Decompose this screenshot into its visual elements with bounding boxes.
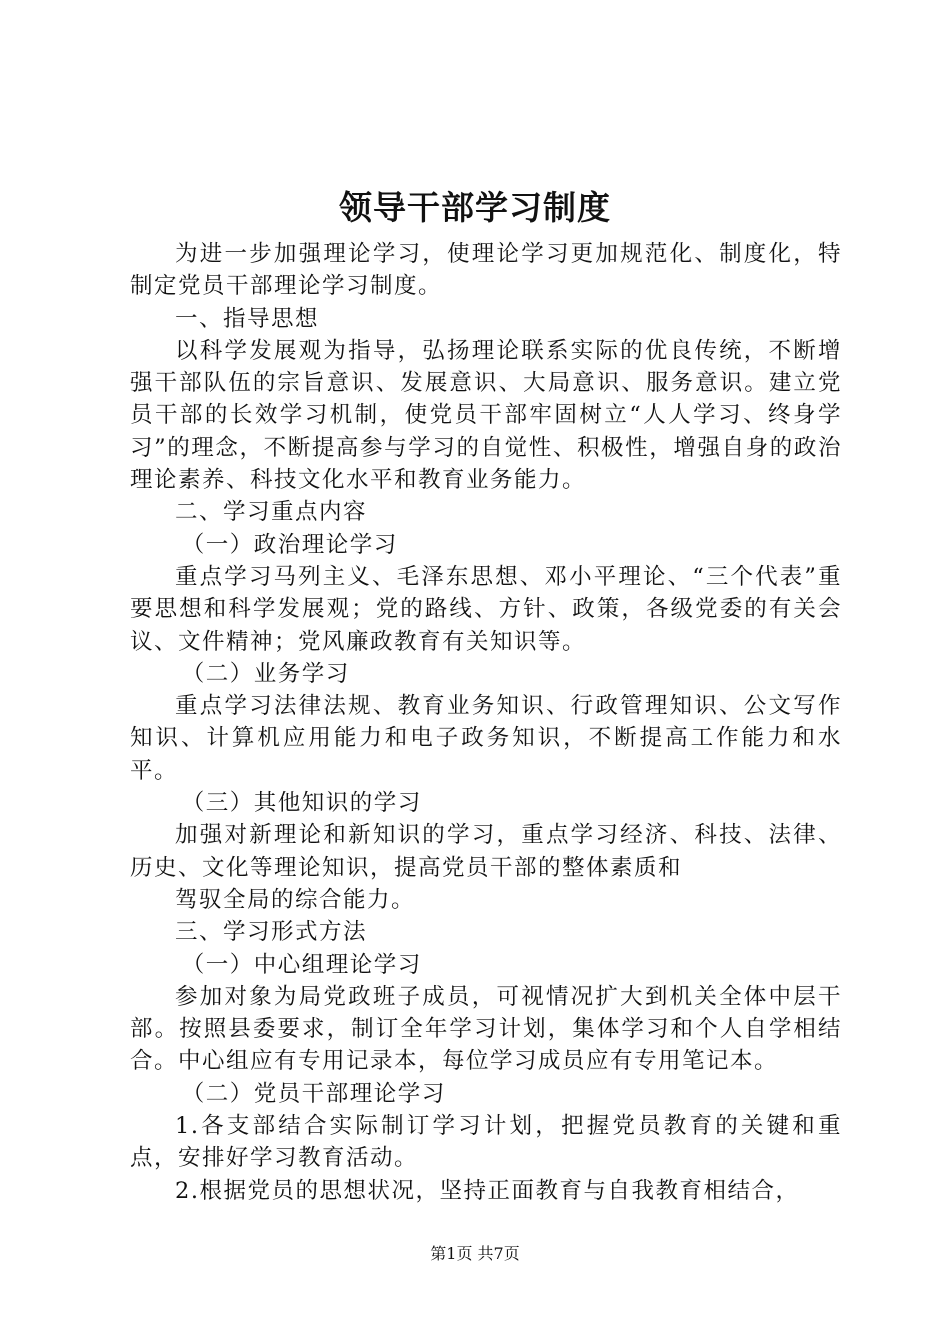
- political-theory-paragraph: 重点学习马列主义、毛泽东思想、邓小平理论、“三个代表”重要思想和科学发展观；党的路线、方针、政策，各级党委的有关会议、文件精神；党风廉政教育有关知识等。: [130, 563, 842, 655]
- other-knowledge-paragraph: 加强对新理论和新知识的学习，重点学习经济、科技、法律、历史、文化等理论知识，提高党员干部的整体素质和: [130, 822, 842, 881]
- guiding-ideology-paragraph: 以科学发展观为指导，弘扬理论联系实际的优良传统，不断增强干部队伍的宗旨意识、发展意识、大局意识、服务意识。建立党员干部的长效学习机制，使党员干部牢固树立“人人学习、终身学习”的理念，不断提高参与学习的自觉性、积极性，增强自身的政治理论素养、科技文化水平和教育业务能力。: [130, 337, 842, 494]
- subsection-heading-party-cadre: （二）党员干部理论学习: [181, 1080, 446, 1107]
- other-knowledge-continuation: 驾驭全局的综合能力。: [175, 886, 416, 913]
- subsection-heading-political: （一）政治理论学习: [181, 531, 398, 558]
- subsection-heading-other: （三）其他知识的学习: [181, 790, 422, 817]
- document-title: 领导干部学习制度: [339, 188, 611, 227]
- business-study-paragraph: 重点学习法律法规、教育业务知识、行政管理知识、公文写作知识、计算机应用能力和电子政务知识，不断提高工作能力和水平。: [130, 693, 842, 784]
- document-body: [130, 238, 842, 1207]
- intro-paragraph: 为进一步加强理论学习，使理论学习更加规范化、制度化，特制定党员干部理论学习制度。: [130, 241, 842, 300]
- list-item-1: 1.各支部结合实际制订学习计划，把握党员教育的关键和重点，安排好学习教育活动。: [130, 1113, 842, 1172]
- page-number: 第1页 共7页: [430, 1244, 520, 1263]
- section-heading-2: 二、学习重点内容: [175, 499, 368, 526]
- subsection-heading-business: （二）业务学习: [181, 660, 350, 687]
- central-group-paragraph: 参加对象为局党政班子成员，可视情况扩大到机关全体中层干部。按照县委要求，制订全年学习计划，集体学习和个人自学相结合。中心组应有专用记录本，每位学习成员应有专用笔记本。: [130, 983, 842, 1075]
- subsection-heading-central-group: （一）中心组理论学习: [181, 951, 422, 978]
- section-heading-3: 三、学习形式方法: [175, 919, 368, 946]
- list-item-2: 2.根据党员的思想状况，坚持正面教育与自我教育相结合，: [175, 1177, 800, 1204]
- section-heading-1: 一、指导思想: [175, 305, 320, 332]
